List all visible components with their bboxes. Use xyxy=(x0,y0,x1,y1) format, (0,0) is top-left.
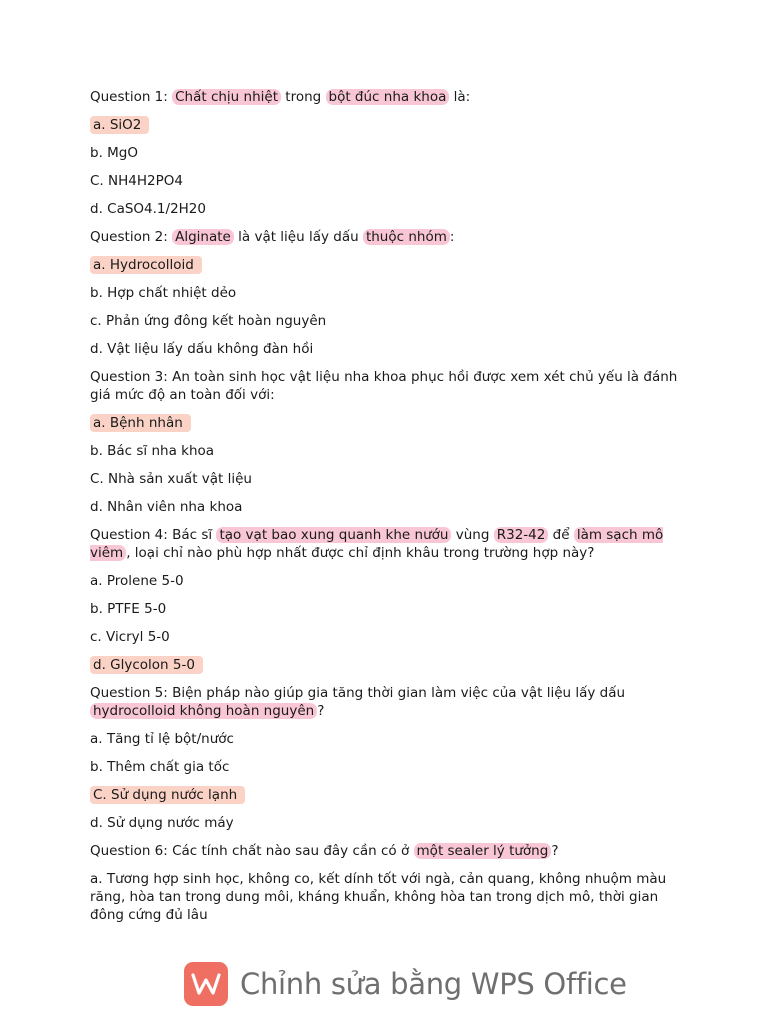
correct-answer-highlight: a. SiO2 xyxy=(90,116,149,134)
footer-text: Chỉnh sửa bằng WPS Office xyxy=(240,967,627,1001)
wps-footer[interactable] xyxy=(184,962,627,1006)
answer-option: a. Tăng tỉ lệ bột/nước xyxy=(90,731,234,747)
question-3: Question 3: An toàn sinh học vật liệu nha khoa phục hồi được xem xét chủ yếu là đánh giá mức độ an toàn đối với: xyxy=(90,369,678,403)
highlight: một sealer lý tưởng xyxy=(414,843,552,859)
answer-option: C. Nhà sản xuất vật liệu xyxy=(90,471,252,487)
question-1 xyxy=(90,88,690,106)
correct-answer-highlight: d. Glycolon 5-0 xyxy=(90,656,203,674)
question-text: Question 1: xyxy=(90,89,173,105)
answer-option: b. PTFE 5-0 xyxy=(90,601,167,617)
highlight: thuộc nhóm xyxy=(363,229,450,245)
correct-answer-highlight: a. Hydrocolloid xyxy=(90,256,202,274)
question-text: là: xyxy=(449,89,471,105)
answer-option xyxy=(90,414,690,432)
question-5 xyxy=(90,684,690,720)
highlight: tạo vạt bao xung quanh khe nướu xyxy=(216,527,451,543)
question-4 xyxy=(90,526,690,562)
question-text: ? xyxy=(317,703,325,719)
highlight: Alginate xyxy=(172,229,234,245)
question-text: trong xyxy=(281,89,326,105)
answer-option: b. Thêm chất gia tốc xyxy=(90,759,230,775)
question-text: : xyxy=(449,229,455,245)
correct-answer-highlight: a. Bệnh nhân xyxy=(90,414,191,432)
highlight: làm sạch mô viêm xyxy=(90,527,664,561)
question-6 xyxy=(90,842,690,860)
question-text: Question 6: Các tính chất nào sau đây cần có ở xyxy=(90,843,414,859)
question-text: là vật liệu lấy dấu xyxy=(233,229,363,245)
answer-option: b. Bác sĩ nha khoa xyxy=(90,443,215,459)
answer-option xyxy=(90,786,690,804)
answer-option: d. Sử dụng nước máy xyxy=(90,815,234,831)
answer-option: d. CaSO4.1/2H20 xyxy=(90,201,206,217)
correct-answer-highlight: C. Sử dụng nước lạnh xyxy=(90,786,245,804)
wps-w-icon xyxy=(191,972,221,996)
answer-option: a. Prolene 5-0 xyxy=(90,573,184,589)
answer-option: c. Vicryl 5-0 xyxy=(90,629,170,645)
answer-option: c. Phản ứng đông kết hoàn nguyên xyxy=(90,313,327,329)
question-text: ? xyxy=(551,843,559,859)
answer-option: C. NH4H2PO4 xyxy=(90,173,183,189)
highlight: bột đúc nha khoa xyxy=(326,89,450,105)
highlight: R32-42 xyxy=(494,527,549,543)
question-text: để xyxy=(548,527,574,543)
answer-option: b. MgO xyxy=(90,145,138,161)
answer-option xyxy=(90,256,690,274)
question-text: Question 2: xyxy=(90,229,173,245)
question-text: Question 4: Bác sĩ xyxy=(90,527,217,543)
answer-option: d. Vật liệu lấy dấu không đàn hồi xyxy=(90,341,314,357)
question-text: Question 5: Biện pháp nào giúp gia tăng thời gian làm việc của vật liệu lấy dấu xyxy=(90,685,626,701)
answer-option: d. Nhân viên nha khoa xyxy=(90,499,243,515)
answer-option xyxy=(90,656,690,674)
question-2 xyxy=(90,228,690,246)
answer-option xyxy=(90,116,690,134)
answer-option: a. Tương hợp sinh học, không co, kết dính tốt với ngà, cản quang, không nhuộm màu răng, hòa tan trong dung môi, kháng khuẩn, không hòa tan trong dịch mô, thời gian đông cứng đủ lâu xyxy=(90,871,667,923)
highlight: hydrocolloid không hoàn nguyên xyxy=(90,703,317,719)
question-text: , loại chỉ nào phù hợp nhất được chỉ định khâu trong trường hợp này? xyxy=(126,545,595,561)
document-page xyxy=(90,88,690,934)
wps-logo-icon xyxy=(184,962,228,1006)
answer-option: b. Hợp chất nhiệt dẻo xyxy=(90,285,237,301)
question-text: vùng xyxy=(451,527,494,543)
highlight: Chất chịu nhiệt xyxy=(172,89,281,105)
